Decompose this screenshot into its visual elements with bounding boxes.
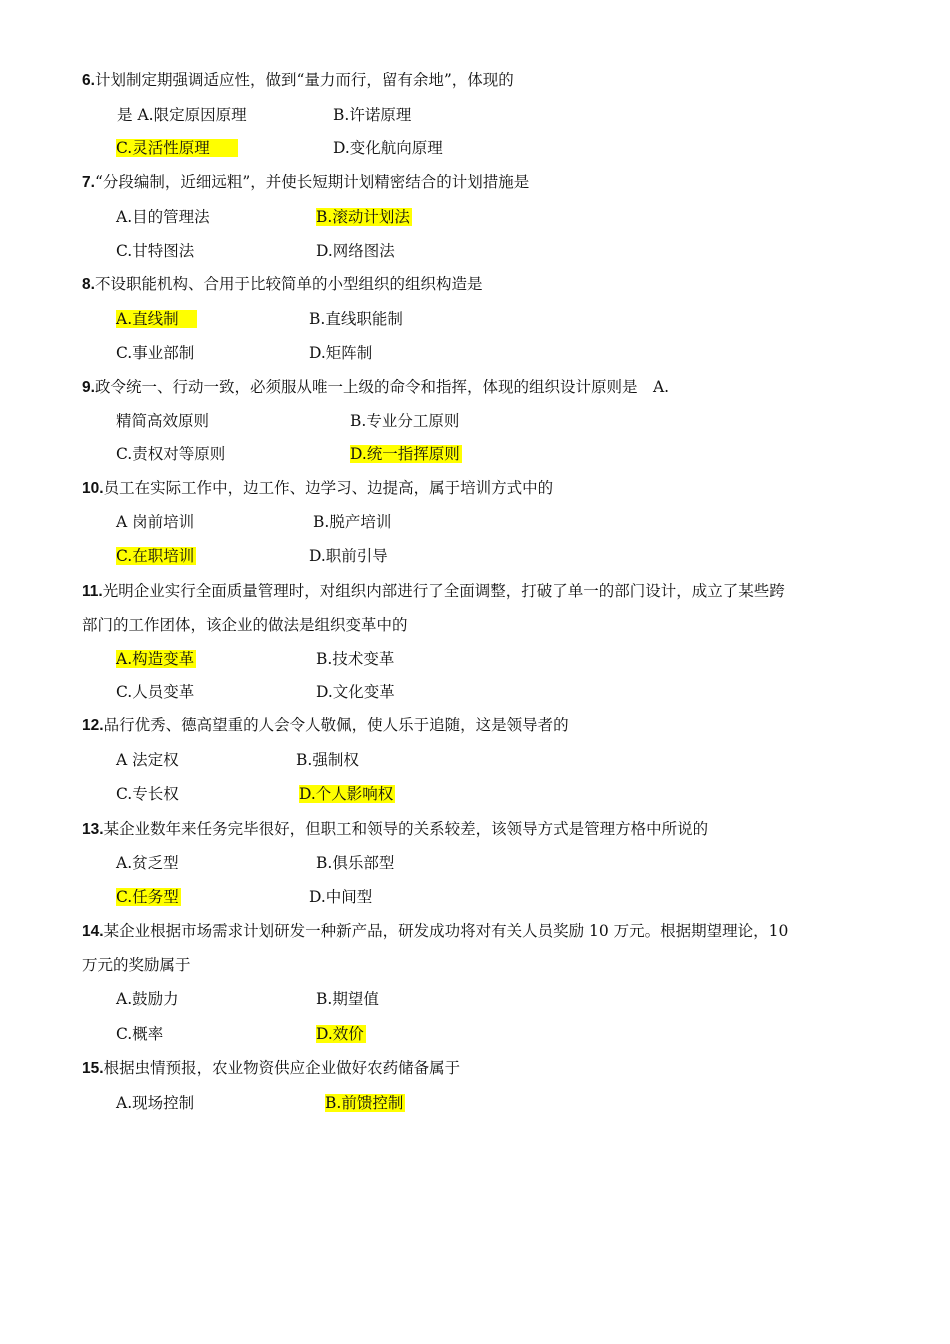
option-a: A 法定权	[116, 751, 179, 769]
question-13	[82, 818, 708, 841]
option-c-answer: C.灵活性原理	[116, 137, 238, 159]
question-10	[82, 477, 553, 500]
question-14-line-2: 万元的奖励属于	[82, 956, 191, 974]
option-a: A 岗前培训	[116, 513, 195, 531]
option-a: 精简高效原则	[116, 412, 210, 430]
option-b: B.强制权	[296, 751, 359, 769]
question-6	[82, 69, 514, 92]
option-a: A.贫乏型	[116, 854, 179, 872]
question-text: 员工在实际工作中，边工作、边学习、边提高，属于培训方式中的	[103, 479, 554, 497]
option-b: B.直线职能制	[309, 310, 403, 328]
option-d: D.文化变革	[316, 683, 395, 701]
option-c: C.甘特图法	[116, 242, 195, 260]
question-text: 政令统一、行动一致，必须服从唯一上级的命令和指挥，体现的组织设计原则是 A.	[94, 378, 670, 396]
option-b: B.俱乐部型	[316, 854, 395, 872]
question-text: 光明企业实行全面质量管理时，对组织内部进行了全面调整，打破了单一的部门设计，成立了某些跨	[102, 582, 785, 600]
option-b: B.专业分工原则	[350, 412, 460, 430]
question-number: 15.	[82, 1060, 104, 1077]
question-number: 13.	[82, 821, 104, 838]
option-b-answer: B.滚动计划法	[316, 208, 410, 226]
question-text: 计划制定期强调适应性，做到“量力而行，留有余地”，体现的	[94, 71, 514, 89]
option-c: C.事业部制	[116, 344, 195, 362]
option-a: A.限定原因原理	[137, 106, 247, 124]
option-d: D.中间型	[309, 888, 373, 906]
option-d-answer: D.统一指挥原则	[350, 445, 460, 463]
question-number: 9.	[82, 379, 95, 396]
option-d: D.矩阵制	[309, 344, 373, 362]
option-a: A.现场控制	[116, 1094, 195, 1112]
question-15	[82, 1057, 460, 1080]
option-c: C.概率	[116, 1025, 164, 1043]
option-c-answer: C.在职培训	[116, 547, 195, 565]
question-text: 不设职能机构、合用于比较简单的小型组织的组织构造是	[94, 275, 483, 293]
option-b: B.期望值	[316, 990, 379, 1008]
option-b: B.技术变革	[316, 650, 395, 668]
question-text: 某企业数年来任务完毕很好，但职工和领导的关系较差，该领导方式是管理方格中所说的	[103, 820, 709, 838]
option-c: C.人员变革	[116, 683, 195, 701]
question-11-line-2: 部门的工作团体，该企业的做法是组织变革中的	[82, 616, 408, 634]
option-d: D.网络图法	[316, 242, 395, 260]
option-b-answer: B.前馈控制	[325, 1094, 404, 1112]
question-number: 8.	[82, 276, 95, 293]
question-number: 14.	[82, 923, 104, 940]
option-a: A.鼓励力	[116, 990, 179, 1008]
option-a-answer: A.构造变革	[116, 650, 195, 668]
question-14	[82, 920, 788, 943]
question-number: 7.	[82, 174, 95, 191]
option-d: D.变化航向原理	[333, 139, 443, 157]
option-c-answer: C.任务型	[116, 888, 179, 906]
option-c: C.责权对等原则	[116, 445, 226, 463]
option-d-answer: D.个人影响权	[299, 785, 394, 803]
question-number: 11.	[82, 583, 103, 600]
option-d-answer: D.效价	[316, 1025, 364, 1043]
question-text: 根据虫情预报，农业物资供应企业做好农药储备属于	[103, 1059, 461, 1077]
question-text: 某企业根据市场需求计划研发一种新产品，研发成功将对有关人员奖励 10 万元。根据期望理论，10	[103, 922, 789, 940]
question-11	[82, 580, 785, 603]
option-b: B.脱产培训	[313, 513, 392, 531]
option-d: D.职前引导	[309, 547, 388, 565]
question-7	[82, 171, 529, 194]
question-number: 12.	[82, 717, 104, 734]
question-6-continuation: 是 A.限定原因原理	[117, 106, 247, 124]
option-c: C.专长权	[116, 785, 179, 803]
question-number: 10.	[82, 480, 104, 497]
question-text: 品行优秀、德高望重的人会令人敬佩，使人乐于追随，这是领导者的	[103, 716, 569, 734]
question-9	[82, 376, 669, 399]
question-number: 6.	[82, 72, 95, 89]
question-8	[82, 273, 482, 296]
question-text: “分段编制，近细远粗”，并使长短期计划精密结合的计划措施是	[94, 173, 530, 191]
question-12	[82, 714, 569, 737]
option-a-answer: A.直线制	[116, 308, 197, 330]
option-b: B.许诺原理	[333, 106, 412, 124]
option-a: A.目的管理法	[116, 208, 210, 226]
